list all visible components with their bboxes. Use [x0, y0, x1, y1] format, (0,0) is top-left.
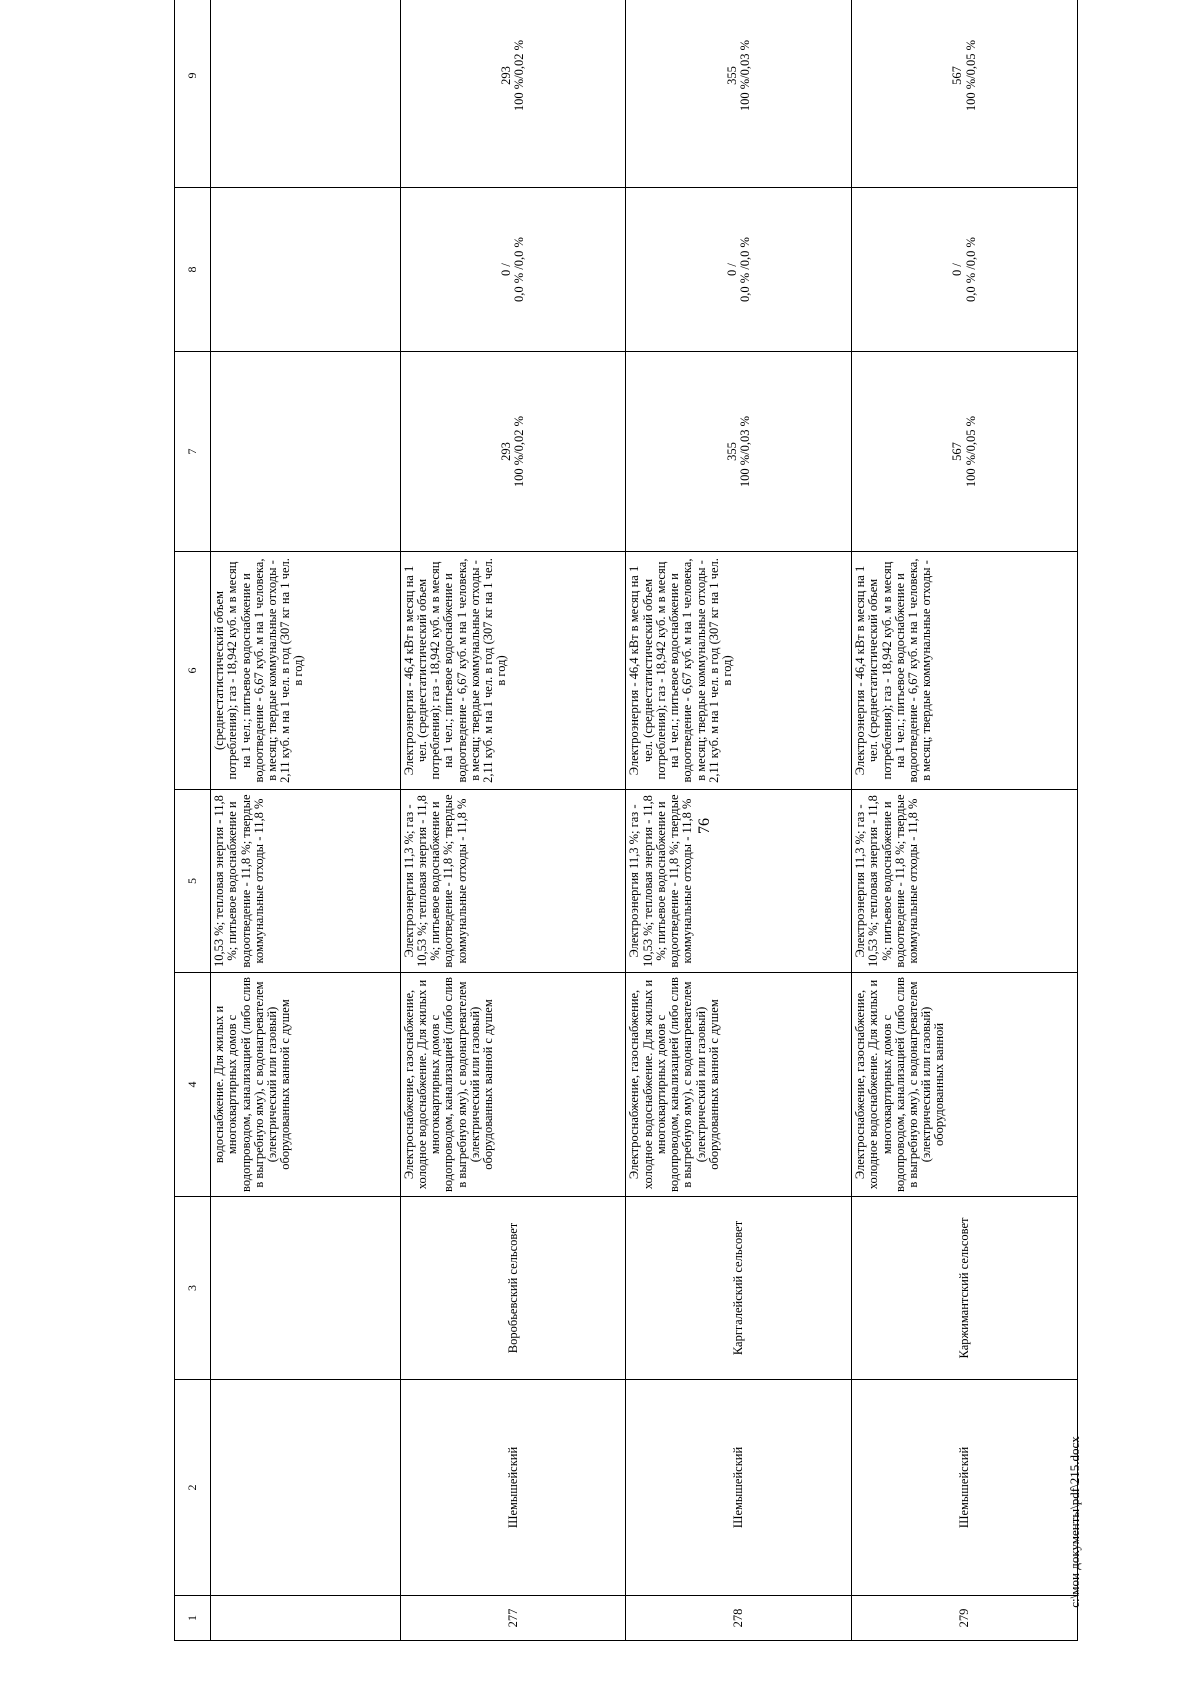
header-cell: 7	[175, 352, 211, 552]
footer-file-path: c:\мои документы\pdf\215.docx	[1067, 1436, 1082, 1608]
tariff-growth-cell: 10,53 %; тепловая энергия - 11,8 %; питьевое водоснабжение и водоотведение - 11,8 %; твердые коммунальные отходы - 11,8 %	[211, 790, 401, 973]
settlement-cell: Воробьевский сельсовет	[400, 1197, 626, 1380]
value-cell-8: 0 / 0,0 % /0,0 %	[852, 188, 1078, 352]
value-cell-9: 567 100 %/0,05 %	[852, 0, 1078, 188]
page-number: 76	[696, 818, 713, 834]
header-cell: 3	[175, 1197, 211, 1380]
consumption-cell: Электроэнергия - 46,4 кВт в месяц на 1 чел. (среднестатистический объем потребления); газ - 18,942 куб. м в месяц на 1 чел.; питьевое водоснабжение и водоотведение - 6,67 куб. м на 1 человека, в месяц; твердые коммунальные отходы - 2,11 куб. м на 1 чел. в год (307 кг на 1 чел. в год)	[626, 552, 852, 790]
value-cell-7: 567 100 %/0,05 %	[852, 352, 1078, 552]
tariff-growth-cell: Электроэнергия 11,3 %; газ - 10,53 %; тепловая энергия - 11,8 %; питьевое водоснабжение и водоотведение - 11,8 %; твердые коммунальные отходы - 11,8 %	[852, 790, 1078, 973]
settlement-cell	[211, 1197, 401, 1380]
district-cell: Шемышейский	[626, 1380, 852, 1596]
value-cell-8	[211, 188, 401, 352]
value-cell-9: 293 100 %/0,02 %	[400, 0, 626, 188]
value-cell-9	[211, 0, 401, 188]
row-number-cell: 277	[400, 1596, 626, 1641]
value-cell-7: 293 100 %/0,02 %	[400, 352, 626, 552]
row-number-cell: 279	[852, 1596, 1078, 1641]
header-cell: 2	[175, 1380, 211, 1596]
row-number-cell	[211, 1596, 401, 1641]
value-cell-7	[211, 352, 401, 552]
header-cell: 9	[175, 0, 211, 188]
value-cell-7: 355 100 %/0,03 %	[626, 352, 852, 552]
settlement-cell: Карггалейский сельсовет	[626, 1197, 852, 1380]
header-cell: 5	[175, 790, 211, 973]
header-cell: 6	[175, 552, 211, 790]
district-cell: Шемышейский	[400, 1380, 626, 1596]
data-table	[174, 0, 1078, 1641]
table-row	[211, 0, 401, 1641]
services-cell: Электроснабжение, газоснабжение, холодное водоснабжение. Для жилых и многоквартирных домов с водопроводом, канализацией (либо слив в выгребную яму), с водонагревателем (электрический или газовый) оборудованных ванной с душем	[626, 973, 852, 1197]
table-container	[174, 39, 1078, 1641]
consumption-cell: Электроэнергия - 46,4 кВт в месяц на 1 чел. (среднестатистический объем потребления); газ - 18,942 куб. м в месяц на 1 чел.; питьевое водоснабжение и водоотведение - 6,67 куб. м на 1 человека, в месяц; твердые коммунальные отходы - 2,11 куб. м на 1 чел. в год (307 кг на 1 чел. в год)	[400, 552, 626, 790]
consumption-cell: Электроэнергия - 46,4 кВт в месяц на 1 чел. (среднестатистический объем потребления); газ - 18,942 куб. м в месяц на 1 чел.; питьевое водоснабжение и водоотведение - 6,67 куб. м на 1 человека, в месяц; твердые коммунальные отходы -	[852, 552, 1078, 790]
table-row	[852, 0, 1078, 1641]
services-cell: Электроснабжение, газоснабжение, холодное водоснабжение. Для жилых и многоквартирных домов с водопроводом, канализацией (либо слив в выгребную яму), с водонагревателем (электрический или газовый) оборудованных ванной	[852, 973, 1078, 1197]
row-number-cell: 278	[626, 1596, 852, 1641]
header-cell: 8	[175, 188, 211, 352]
settlement-cell: Каржимантский сельсовет	[852, 1197, 1078, 1380]
table-row	[400, 0, 626, 1641]
district-cell: Шемышейский	[852, 1380, 1078, 1596]
district-cell	[211, 1380, 401, 1596]
header-cell: 1	[175, 1596, 211, 1641]
tariff-growth-cell: Электроэнергия 11,3 %; газ - 10,53 %; тепловая энергия - 11,8 %; питьевое водоснабжение и водоотведение - 11,8 %; твердые коммунальные отходы - 11,8 %	[626, 790, 852, 973]
header-cell: 4	[175, 973, 211, 1197]
services-cell: водоснабжение. Для жилых и многоквартирных домов с водопроводом, канализацией (либо слив в выгребную яму), с водонагревателем (электрический или газовый) оборудованных ванной с душем	[211, 973, 401, 1197]
consumption-cell: (среднестатистический объем потребления); газ - 18,942 куб. м в месяц на 1 чел.; питьевое водоснабжение и водоотведение - 6,67 куб. м на 1 человека, в месяц; твердые коммунальные отходы - 2,11 куб. м на 1 чел. в год (307 кг на 1 чел. в год)	[211, 552, 401, 790]
services-cell: Электроснабжение, газоснабжение, холодное водоснабжение. Для жилых и многоквартирных домов с водопроводом, канализацией (либо слив в выгребную яму), с водонагревателем (электрический или газовый) оборудованных ванной с душем	[400, 973, 626, 1197]
tariff-growth-cell: Электроэнергия 11,3 %; газ - 10,53 %; тепловая энергия - 11,8 %; питьевое водоснабжение и водоотведение - 11,8 %; твердые коммунальные отходы - 11,8 %	[400, 790, 626, 973]
value-cell-9: 355 100 %/0,03 %	[626, 0, 852, 188]
value-cell-8: 0 / 0,0 % /0,0 %	[626, 188, 852, 352]
value-cell-8: 0 / 0,0 % /0,0 %	[400, 188, 626, 352]
table-header-row	[175, 0, 211, 1641]
table-row	[626, 0, 852, 1641]
